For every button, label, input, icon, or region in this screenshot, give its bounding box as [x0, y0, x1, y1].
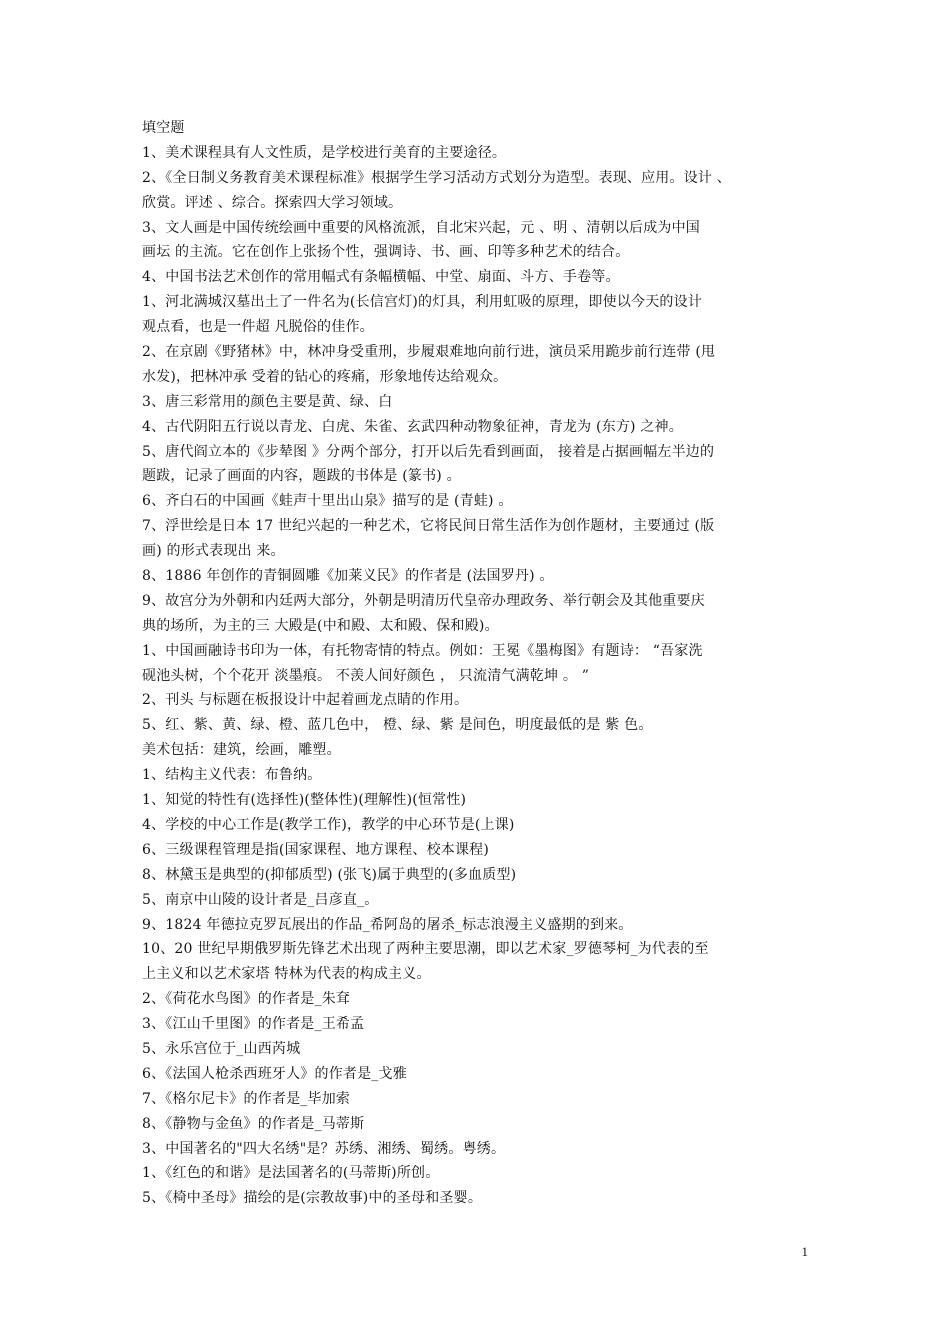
- text-line: 题跋，记录了画面的内容，题跋的书体是 (篆书) 。: [142, 468, 461, 485]
- text-line: 4、学校的中心工作是(教学工作)，教学的中心环节是(上课): [142, 816, 515, 833]
- text-line: 画) 的形式表现出 来。: [142, 543, 285, 560]
- text-line: 7、浮世绘是日本 17 世纪兴起的一种艺术，它将民间日常生活作为创作题材，主要通过 (版: [142, 518, 715, 535]
- text-line: 砚池头树，个个花开 淡墨痕。 不羡人间好颜色 ， 只流清气满乾坤 。 ”: [142, 667, 590, 684]
- text-line: 上主义和以艺术家塔 特林为代表的构成主义。: [142, 966, 431, 983]
- text-line: 美术包括：建筑，绘画，雕塑。: [142, 742, 341, 759]
- text-line: 1、美术课程具有人文性质，是学校进行美育的主要途径。: [142, 144, 507, 161]
- text-line: 2、《荷花水鸟图》的作者是_朱耷: [142, 991, 351, 1008]
- text-line: 3、唐三彩常用的颜色主要是黄、绿、白: [142, 393, 393, 410]
- text-line: 3、《江山千里图》的作者是_王希孟: [142, 1016, 365, 1033]
- text-line: 2、《全日制义务教育美术课程标准》根据学生学习活动方式划分为造型。表现、应用。设计 、: [142, 169, 731, 186]
- text-line: 8、林黛玉是典型的(抑郁质型) (张飞)属于典型的(多血质型): [142, 866, 517, 883]
- page-number: 1: [801, 1244, 808, 1259]
- text-line: 6、《法国人枪杀西班牙人》的作者是_戈雅: [142, 1065, 407, 1082]
- text-line: 典的场所，为主的三 大殿是(中和殿、太和殿、保和殿)。: [142, 617, 499, 634]
- text-line: 1、《红色的和谐》是法国著名的(马蒂斯)所创。: [142, 1165, 440, 1182]
- text-line: 3、中国著名的"四大名绣"是？苏绣、湘绣、蜀绣。粤绣。: [142, 1140, 506, 1157]
- text-line: 1、中国画融诗书印为一体，有托物寄情的特点。例如：王冕《墨梅图》有题诗： “吾家洗: [142, 642, 703, 659]
- text-line: 9、故宫分为外朝和内廷两大部分，外朝是明清历代皇帝办理政务、举行朝会及其他重要庆: [142, 592, 705, 609]
- text-line: 1、知觉的特性有(选择性)(整体性)(理解性)(恒常性): [142, 792, 467, 809]
- text-line: 6、三级课程管理是指(国家课程、地方课程、校本课程): [142, 841, 490, 858]
- text-line: 4、古代阴阳五行说以青龙、白虎、朱雀、玄武四种动物象征神，青龙为 (东方) 之神。: [142, 418, 683, 435]
- text-line: 观点看，也是一件超 凡脱俗的佳作。: [142, 319, 374, 336]
- section-title: 填空题: [142, 120, 185, 136]
- text-line: 1、结构主义代表：布鲁纳。: [142, 767, 322, 784]
- text-line: 10、20 世纪早期俄罗斯先锋艺术出现了两种主要思潮，即以艺术家_罗德琴柯_为代表的至: [142, 941, 709, 958]
- text-line: 2、刊头 与标题在板报设计中起着画龙点睛的作用。: [142, 692, 469, 709]
- text-line: 水发)，把林冲承 受着的钻心的疼痛，形象地传达给观众。: [142, 368, 508, 385]
- text-line: 8、1886 年创作的青铜圆雕《加莱义民》的作者是 (法国罗丹) 。: [142, 568, 554, 585]
- text-line: 3、文人画是中国传统绘画中重要的风格流派，自北宋兴起，元 、明 、清朝以后成为中国: [142, 219, 701, 236]
- text-line: 5、永乐宫位于_山西芮城: [142, 1040, 301, 1057]
- text-line: 5、红、紫、黄、绿、橙、蓝几色中， 橙、绿、紫 是间色，明度最低的是 紫 色。: [142, 717, 653, 734]
- text-line: 画坛 的主流。它在创作上张扬个性，强调诗、书、画、印等多种艺术的结合。: [142, 244, 630, 261]
- text-line: 5、南京中山陵的设计者是_吕彦直_。: [142, 891, 379, 908]
- text-line: 8、《静物与金鱼》的作者是_马蒂斯: [142, 1115, 365, 1132]
- text-line: 6、齐白石的中国画《蛙声十里出山泉》描写的是 (青蛙) 。: [142, 493, 513, 510]
- text-line: 7、《格尔尼卡》的作者是_毕加索: [142, 1090, 351, 1107]
- text-line: 5、唐代阎立本的《步辇图 》分两个部分，打开以后先看到画面， 接着是占据画幅左半边的: [142, 443, 715, 460]
- text-line: 9、1824 年德拉克罗瓦展出的作品_希阿岛的屠杀_标志浪漫主义盛期的到来。: [142, 916, 633, 933]
- text-line: 欣赏。评述 、综合。探索四大学习领域。: [142, 194, 403, 211]
- text-line: 1、河北满城汉墓出土了一件名为(长信宫灯)的灯具，利用虹吸的原理，即使以今天的设计: [142, 294, 703, 311]
- document-body: [142, 116, 810, 1211]
- text-line: 4、中国书法艺术创作的常用幅式有条幅横幅、中堂、扇面、斗方、手卷等。: [142, 269, 620, 286]
- text-line: 2、在京剧《野猪林》中，林冲身受重刑，步履艰难地向前行进，演员采用跪步前行连带 (甩: [142, 344, 716, 361]
- text-line: 5、《椅中圣母》描绘的是(宗教故事)中的圣母和圣婴。: [142, 1190, 483, 1207]
